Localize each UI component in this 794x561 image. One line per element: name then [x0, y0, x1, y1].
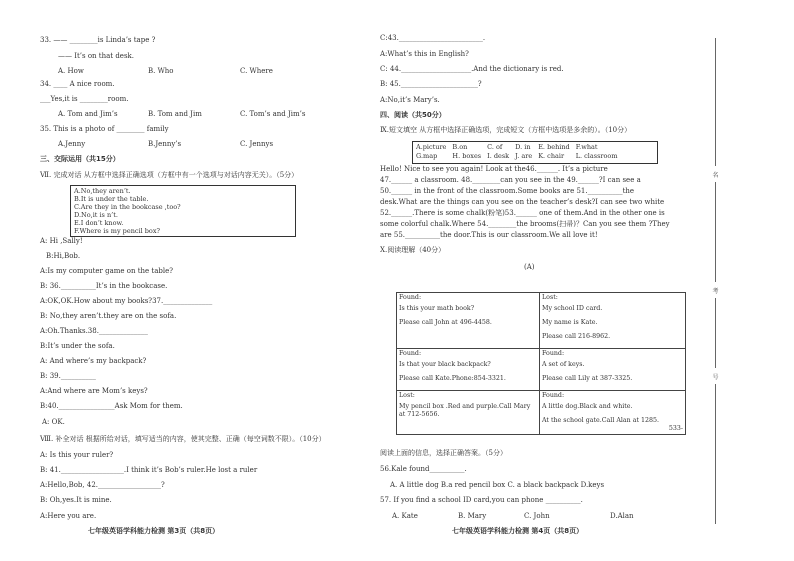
notice-cell — [397, 293, 540, 349]
dialog-line-5: A:OK,OK.How about my books?37.______________ — [40, 297, 213, 305]
passage-line-7: are 55.__________the door.This is our classroom.We all love it! — [380, 231, 598, 239]
passage-line-2: 47.______ a classroom. 48.________can you see in the 49.______?I can see a — [380, 176, 641, 184]
part7-instructions: Ⅶ. 完成对话 从方框中选择正确选项（方框中有一个选项与对话内容无关）。（5分） — [40, 171, 299, 179]
dialog-line-7: A:Oh.Thanks.38.______________ — [40, 327, 148, 335]
margin-rule-top — [715, 38, 716, 166]
dialog-line-9: A: And where’s my backpack? — [40, 357, 147, 365]
option-f: F.Where is my pencil box? — [74, 227, 160, 235]
word-option: D. in — [515, 143, 531, 151]
q56-stem: 56.Kale found__________. — [380, 465, 467, 473]
option-c: C.Are they in the bookcase ,too? — [74, 203, 181, 211]
notice-text: Is that your black backpack? — [399, 361, 491, 368]
reading-instructions: 阅读上面的信息，选择正确答案。（5分） — [380, 449, 507, 457]
dialog-line-6: B: No,they aren’t.they are on the sofa. — [40, 312, 177, 320]
q35-option-c: C. Jennys — [240, 140, 274, 148]
dialog2-line-4: B: Oh,yes.It is mine. — [40, 496, 112, 504]
marys-line: A:No,it’s Mary’s. — [380, 96, 440, 104]
section-3-heading: 三、交际运用（共15分） — [40, 155, 120, 163]
word-option: H. boxes — [452, 152, 482, 160]
passage-line-3: 50.______ in the front of the classroom.Some books are 51.__________the — [380, 187, 635, 195]
notice-cell — [540, 391, 686, 435]
dialog2-line-3: A:Hello,Bob, 42.__________________? — [40, 481, 165, 489]
dialog-line-10: B: 39.__________ — [40, 372, 96, 380]
word-bank-table — [413, 143, 621, 161]
dialog-line-13: A: OK. — [42, 418, 65, 426]
q33-option-a: A. How — [58, 67, 84, 75]
section-4-heading: 四、阅读（共50分） — [380, 111, 446, 119]
word-option: I. desk — [487, 152, 510, 160]
word-bank-box — [412, 141, 658, 164]
option-b: B.It is under the table. — [74, 195, 149, 203]
notice-text: My pencil box .Red and purple.Call Mary at 712-5656. — [399, 403, 531, 418]
passage-a-label: (A) — [524, 263, 535, 271]
dialog-line-4: B: 36.__________It’s in the bookcase. — [40, 282, 168, 290]
dialog2-line-2: B: 41.__________________.I think it’s Bob’s ruler.He lost a ruler — [40, 466, 258, 474]
option-e: E.I don’t know. — [74, 219, 124, 227]
dialog-line-8: B:It’s under the sofa. — [40, 342, 115, 350]
notice-cell — [540, 293, 686, 349]
word-bank-row — [413, 152, 621, 161]
notice-text: My name is Kate. — [542, 319, 598, 326]
word-option: G.map — [416, 152, 438, 160]
notice-head: Lost: — [542, 294, 558, 301]
q57-stem: 57. If you find a school ID card,you can phone __________. — [380, 496, 583, 504]
word-option: E. behind — [538, 143, 570, 151]
q33-stem: 33. —— ________is Linda’s tape ? — [40, 36, 156, 44]
q35-option-a: A.Jenny — [58, 140, 86, 148]
notice-text: Please call Lily at 387-3325. — [542, 375, 633, 382]
q35-option-b: B.Jenny’s — [148, 140, 182, 148]
dialog-line-12: B:40.________________Ask Mom for them. — [40, 402, 183, 410]
notice-head: Found: — [399, 350, 422, 357]
q35-stem: 35. This is a photo of ________ family — [40, 125, 169, 133]
q57-option-b: B. Mary — [458, 512, 487, 520]
q34-option-b: B. Tom and Jim — [148, 110, 202, 118]
passage-line-5: 52.______.There is some chalk(粉笔)53.______ one of them.And in the other one is — [380, 209, 665, 217]
q44-line: C: 44.____________________.And the dictionary is red. — [380, 65, 564, 73]
q34-option-c: C. Tom’s and Jim’s — [240, 110, 306, 118]
notice-text: A little dog.Black and white. — [542, 403, 633, 410]
margin-label-mid: 考 — [712, 288, 719, 295]
part10-heading: Ⅹ.阅读理解（40分） — [380, 246, 446, 254]
notice-text: My school ID card. — [542, 305, 603, 312]
q43-line: C:43.________________________. — [380, 34, 486, 42]
notice-head: Found: — [542, 392, 565, 399]
q33-option-b: B. Who — [148, 67, 174, 75]
page-footer-right: 七年级英语学科能力检测 第4页（共8页） — [452, 527, 584, 535]
options-box — [70, 185, 296, 237]
q56-options: A. A little dog B.a red pencil box C. a black backpack D.keys — [390, 481, 605, 489]
q57-option-d: D.Alan — [610, 512, 634, 520]
notice-text: Is this your math book? — [399, 305, 475, 312]
q34-reply: ___Yes,it is ________room. — [40, 95, 129, 103]
dialog-line-11: A:And where are Mom’s keys? — [40, 387, 148, 395]
passage-line-6: some colorful chalk.Where 54.________the brooms(扫帚)？Can you see them ?They — [380, 220, 670, 228]
option-a: A.No,they aren’t. — [74, 187, 131, 195]
word-option: K. chair — [538, 152, 565, 160]
notice-head: Lost: — [399, 392, 415, 399]
q33-option-c: C. Where — [240, 67, 273, 75]
part9-instructions: Ⅸ.短文填空 从方框中选择正确选项，完成短文（方框中选项是多余的）。（10分） — [380, 126, 632, 134]
part8-instructions: Ⅷ. 补全对话 根据所给对话，填写适当的内容，使其完整、正确（每空词数不限）。（10分） — [40, 435, 326, 443]
word-option: F.what — [575, 143, 598, 151]
notice-row — [397, 391, 686, 435]
notice-row — [397, 349, 686, 391]
word-option: L. classroom — [575, 152, 618, 160]
word-bank-row — [413, 143, 621, 152]
notice-cell — [397, 391, 540, 435]
notice-head: Found: — [399, 294, 422, 301]
notice-text: 533- — [668, 425, 683, 432]
notice-row — [397, 293, 686, 349]
word-option: A.picture — [416, 143, 447, 151]
notice-head: Found: — [542, 350, 565, 357]
notice-board-table — [396, 292, 686, 435]
margin-rule-bottom — [715, 384, 716, 524]
word-option: B.on — [452, 143, 468, 151]
notice-text: Please call 216-8962. — [542, 333, 611, 340]
notice-cell — [540, 349, 686, 391]
word-option: J. are — [515, 152, 533, 160]
notice-text: At the school gate.Call Alan at 1285. — [542, 417, 660, 424]
passage-line-4: desk.What are the things can you see on the teacher’s desk?I can see two white — [380, 198, 665, 206]
margin-rule-mid — [715, 182, 716, 282]
dialog-line-3: A:Is my computer game on the table? — [40, 267, 173, 275]
dialog-line-2: B:Hi,Bob. — [46, 252, 81, 260]
q45-line: B: 45.______________________? — [380, 80, 482, 88]
margin-rule-low — [715, 298, 716, 368]
passage-line-1: Hello! Nice to see you again! Look at the46.______. It’s a picture — [380, 165, 608, 173]
english-question-line: A:What’s this in English? — [380, 50, 469, 58]
notice-text: Please call Kate.Phone:854-3321. — [399, 375, 506, 382]
dialog2-line-5: A:Here you are. — [40, 512, 97, 520]
notice-text: Please call John at 496-4458. — [399, 319, 492, 326]
q34-stem: 34. ____ A nice room. — [40, 80, 115, 88]
margin-label-low: 号 — [712, 374, 719, 381]
q33-reply: —— It’s on that desk. — [58, 52, 135, 60]
q57-option-c: C. John — [524, 512, 550, 520]
word-option: C. of — [487, 143, 503, 151]
page-footer-left: 七年级英语学科能力检测 第3页（共8页） — [88, 527, 220, 535]
margin-label-top: 名 — [712, 172, 719, 179]
dialog-line-1: A: Hi ,Sally! — [40, 237, 83, 245]
notice-text: A set of keys. — [542, 361, 585, 368]
q34-option-a: A. Tom and Jim’s — [58, 110, 118, 118]
q57-option-a: A. Kate — [392, 512, 418, 520]
notice-cell — [397, 349, 540, 391]
dialog2-line-1: A: Is this your ruler? — [40, 451, 114, 459]
option-d: D.No,it is n’t. — [74, 211, 118, 219]
